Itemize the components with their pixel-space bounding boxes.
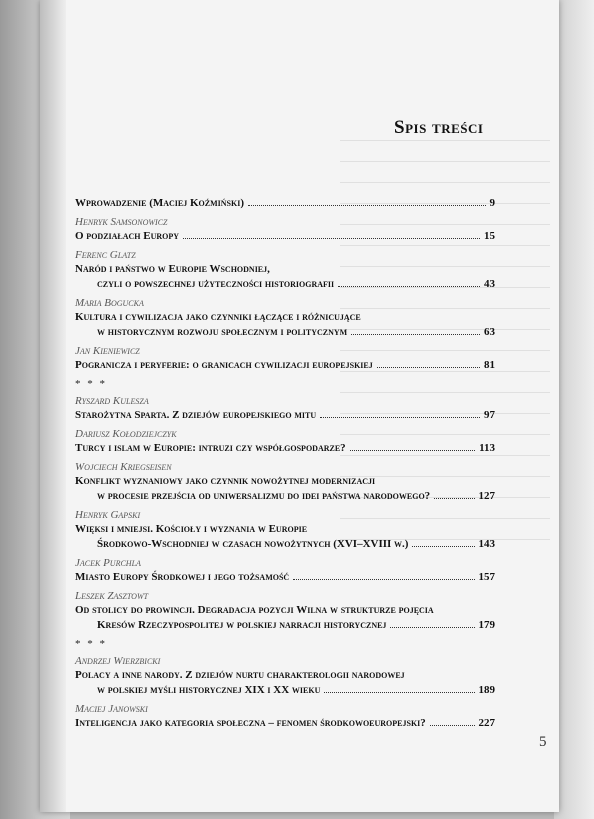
toc-author: Maria Bogucka [75,297,144,309]
dot-leader [350,450,475,451]
toc-title-line [75,325,495,340]
toc-title-line [75,716,495,731]
toc-title-line [75,277,495,292]
toc-author: Leszek Zasztowt [75,590,149,602]
dot-leader [324,692,474,693]
toc-page-number: 9 [489,197,495,209]
toc-page-number: 97 [484,409,495,421]
page-number: 5 [539,734,547,750]
toc-title-line: Naród i państwo w Europie Wschodniej, [75,263,270,275]
toc-title-line [75,618,495,633]
toc-title-line [75,570,495,585]
toc-entry [75,638,495,650]
toc-title-text: Pogranicza i peryferie: o granicach cywilizacji europejskiej [75,359,373,371]
toc-page-number: 63 [484,326,495,338]
toc-author: Andrzej Wierzbicki [75,655,161,667]
toc-title-line: Od stolicy do prowincji. Degradacja pozycji Wilna w strukturze pojęcia [75,604,434,616]
toc-entry [75,249,495,292]
dot-leader [338,286,480,287]
toc-page-number: 143 [478,538,495,550]
toc-title-line [75,229,495,244]
page-gutter-shadow [40,0,66,812]
toc-entry [75,297,495,340]
toc-entry [75,461,495,504]
toc-author: Henryk Gapski [75,509,141,521]
page-title: Spis treści [394,117,484,138]
toc-author: Jan Kieniewicz [75,345,140,357]
background-surface [554,0,594,819]
toc-page-number: 43 [484,278,495,290]
toc-author: Wojciech Kriegseisen [75,461,172,473]
toc-entry [75,345,495,373]
toc-title-text: w historycznym rozwoju społecznym i politycznym [97,326,348,338]
dot-leader [183,238,480,239]
toc-entry [75,703,495,731]
toc-title-line [75,683,495,698]
toc-title-line [75,537,495,552]
toc-entry [75,590,495,633]
toc-title-text: w polskiej myśli historycznej XIX i XX wieku [97,684,321,696]
dot-leader [293,579,474,580]
toc-title-line: Kultura i cywilizacja jako czynniki łączące i różnicujące [75,311,361,323]
toc-title-text: czyli o powszechnej użyteczności historiografii [97,278,335,290]
dot-leader [248,205,485,206]
toc-title-text: Starożytna Sparta. Z dziejów europejskiego mitu [75,409,317,421]
toc-title-text: Środkowo-Wschodniej w czasach nowożytnych (XVI–XVIII w.) [97,538,409,550]
toc-title-line [75,196,495,211]
section-separator: * * * [75,638,107,650]
table-of-contents [75,196,495,736]
toc-title-line: Więksi i mniejsi. Kościoły i wyznania w Europie [75,523,308,535]
toc-title-line [75,408,495,423]
toc-title-text: Miasto Europy Środkowej i jego tożsamość [75,571,290,583]
toc-title-text: Inteligencja jako kategoria społeczna – fenomen środkowoeuropejski? [75,717,426,729]
toc-title-line [75,489,495,504]
dot-leader [430,725,475,726]
toc-page-number: 127 [478,490,495,502]
toc-entry [75,557,495,585]
toc-author: Ryszard Kulesza [75,395,149,407]
toc-author: Dariusz Kołodziejczyk [75,428,177,440]
dot-leader [377,367,480,368]
toc-author: Jacek Purchla [75,557,141,569]
dot-leader [412,546,474,547]
toc-title-line [75,358,495,373]
toc-page-number: 81 [484,359,495,371]
toc-title-text: Turcy i islam w Europie: intruzi czy współgospodarze? [75,442,346,454]
toc-title-text: Kresów Rzeczypospolitej w polskiej narracji historycznej [97,619,387,631]
toc-page-number: 179 [478,619,495,631]
toc-entry [75,655,495,698]
toc-entry [75,395,495,423]
section-separator: * * * [75,378,107,390]
toc-author: Maciej Janowski [75,703,148,715]
toc-title-text: w procesie przejścia od uniwersalizmu do idei państwa narodowego? [97,490,431,502]
toc-entry [75,216,495,244]
dot-leader [351,334,480,335]
toc-page-number: 227 [478,717,495,729]
toc-page-number: 15 [484,230,495,242]
toc-title-line [75,441,495,456]
toc-entry [75,509,495,552]
toc-page-number: 157 [478,571,495,583]
toc-page-number: 189 [478,684,495,696]
toc-title-line: Konflikt wyznaniowy jako czynnik nowożytnej modernizacji [75,475,376,487]
toc-title-line: Polacy a inne narody. Z dziejów nurtu charakterologii narodowej [75,669,405,681]
toc-entry [75,428,495,456]
toc-entry [75,196,495,211]
toc-title-text: O podziałach Europy [75,230,180,242]
dot-leader [434,498,474,499]
toc-title-text: Wprowadzenie (Maciej Koźmiński) [75,197,245,209]
toc-page-number: 113 [479,442,495,454]
dot-leader [320,417,480,418]
toc-author: Ferenc Glatz [75,249,136,261]
toc-author: Henryk Samsonowicz [75,216,168,228]
toc-entry [75,378,495,390]
dot-leader [390,627,474,628]
